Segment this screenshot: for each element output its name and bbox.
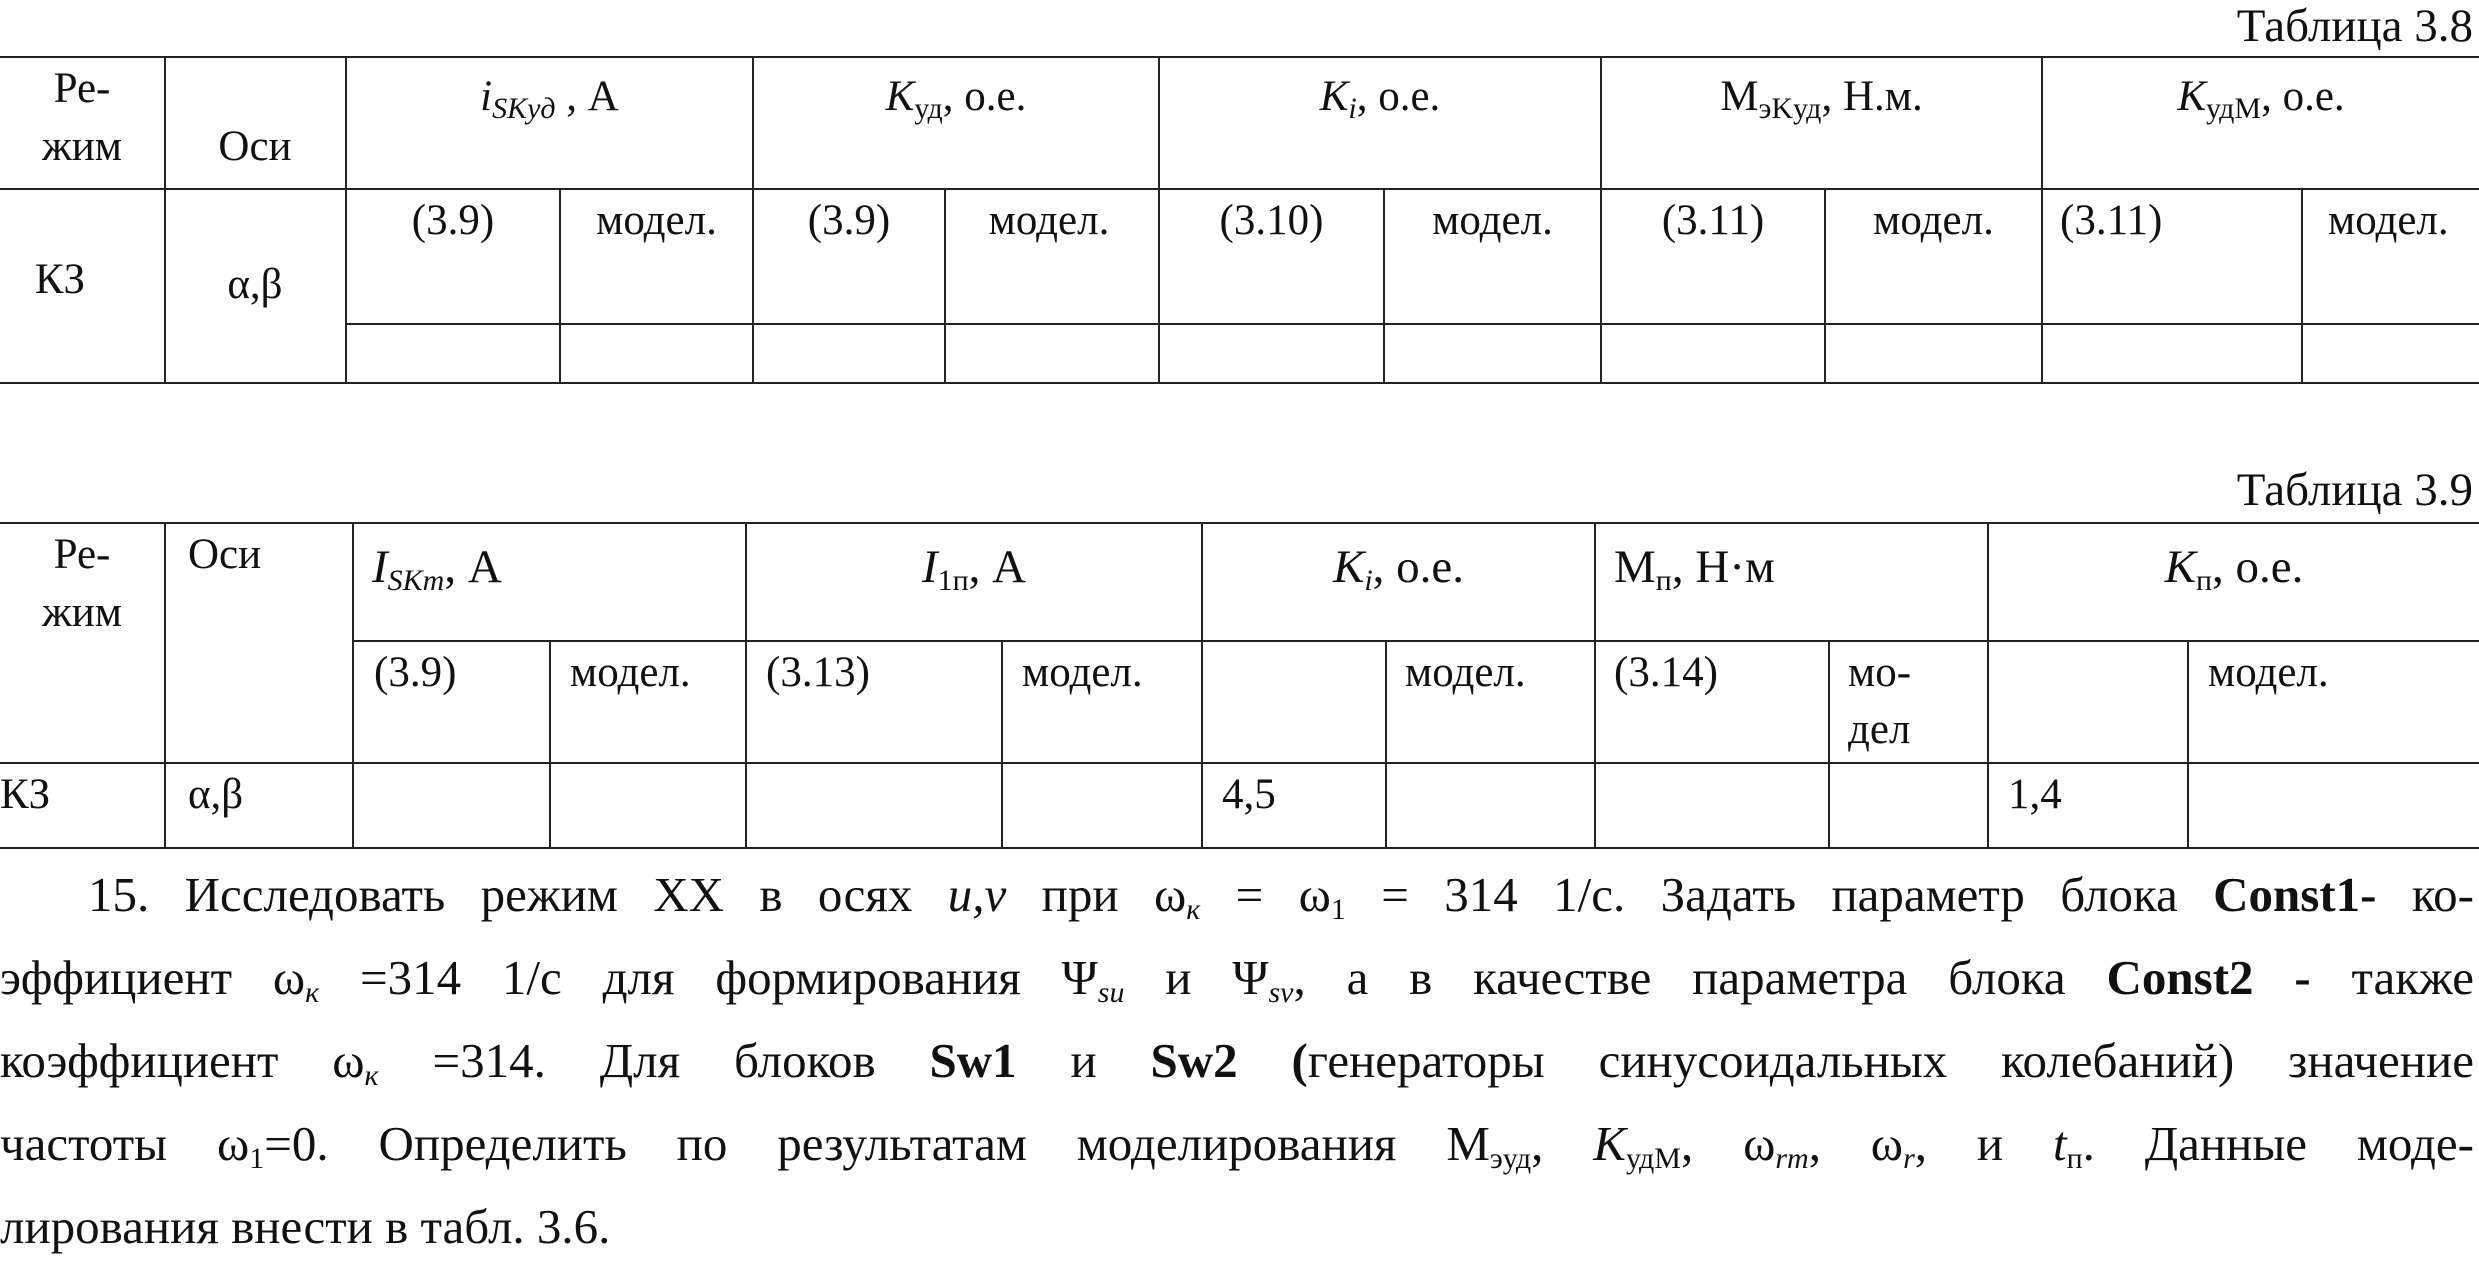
t39-row-ki-value: 4,5 bbox=[1222, 771, 1276, 818]
paragraph-line-2: эффициент ωк =314 1/с для формирования Ψsu и Ψsv, а в качестве параметра блока Const2 - также bbox=[0, 950, 2475, 1009]
table-3-8-caption: Таблица 3.8 bbox=[2236, 0, 2473, 52]
t38-subcol-2: модел. bbox=[596, 197, 717, 244]
t39-header-kp: Kп, о.е. bbox=[2164, 541, 2304, 597]
t38-header-mekud: MэKуд, Н.м. bbox=[1720, 73, 1923, 125]
t39-subcol-6: модел. bbox=[1405, 649, 1526, 696]
t39-header-mode-2: жим bbox=[42, 589, 122, 636]
t38-subcol-7: (3.11) bbox=[1661, 197, 1765, 244]
table-3-9-caption: Таблица 3.9 bbox=[2236, 464, 2473, 516]
t38-header-kud: Kуд, о.е. bbox=[885, 73, 1027, 125]
t39-header-mp: Mп, Н·м bbox=[1614, 541, 1775, 597]
t39-row-axes: α,β bbox=[188, 771, 244, 818]
t38-header-mode-2: жим bbox=[42, 123, 122, 170]
t38-subcol-6: модел. bbox=[1432, 197, 1553, 244]
t38-subcol-1: (3.9) bbox=[411, 197, 495, 244]
t39-subcol-8: мо- bbox=[1848, 649, 1912, 696]
t39-row-mode: КЗ bbox=[0, 771, 51, 818]
t39-header-mode-1: Ре- bbox=[53, 531, 111, 578]
t39-subcol-4: модел. bbox=[1022, 649, 1143, 696]
t38-subcol-10: модел. bbox=[2328, 197, 2449, 244]
paragraph-line-1: 15. Исследовать режим ХХ в осях u,v при ωк = ω1 = 314 1/с. Задать параметр блока Const1- ко- bbox=[88, 867, 2475, 926]
t39-subcol-3: (3.13) bbox=[766, 649, 870, 696]
t39-subcol-10: модел. bbox=[2208, 649, 2329, 696]
t39-header-axes: Оси bbox=[188, 531, 262, 578]
t38-subcol-8: модел. bbox=[1873, 197, 1994, 244]
t39-subcol-8-line2: дел bbox=[1848, 706, 1911, 753]
t38-row-axes: α,β bbox=[227, 261, 283, 308]
t38-header-mode-1: Ре- bbox=[53, 65, 111, 112]
t38-subcol-5: (3.10) bbox=[1219, 197, 1324, 244]
t38-subcol-9: (3.11) bbox=[2060, 197, 2163, 244]
t39-row-kp-value: 1,4 bbox=[2008, 771, 2062, 818]
t38-header-axes: Оси bbox=[218, 123, 292, 170]
t38-subcol-4: модел. bbox=[988, 197, 1110, 244]
t39-header-iskm: ISKm, А bbox=[372, 541, 502, 597]
t38-header-kudm: KудМ, о.е. bbox=[2177, 73, 2345, 125]
t39-subcol-7: (3.14) bbox=[1614, 649, 1718, 696]
t39-subcol-2: модел. bbox=[570, 649, 691, 696]
t39-subcol-1: (3.9) bbox=[374, 649, 457, 696]
t39-header-i1p: I1п, А bbox=[921, 541, 1027, 597]
paragraph-line-5: лирования внести в табл. 3.6. bbox=[0, 1199, 611, 1254]
paragraph-line-4: частоты ω1=0. Определить по результатам моделирования Мэуд, KудМ, ωrm, ωr, и tп. Данные моде- bbox=[0, 1116, 2474, 1175]
t38-header-current: iSKуд , А bbox=[480, 73, 619, 125]
t38-row-mode: КЗ bbox=[34, 256, 86, 303]
instruction-paragraph bbox=[0, 857, 2474, 1265]
t38-header-ki: Ki, о.е. bbox=[1319, 73, 1441, 125]
t38-subcol-3: (3.9) bbox=[807, 197, 891, 244]
t39-header-ki: Ki, о.е. bbox=[1332, 541, 1465, 597]
paragraph-line-3: коэффициент ωк =314. Для блоков Sw1 и Sw2 (генераторы синусоидальных колебаний) значение bbox=[0, 1033, 2474, 1092]
